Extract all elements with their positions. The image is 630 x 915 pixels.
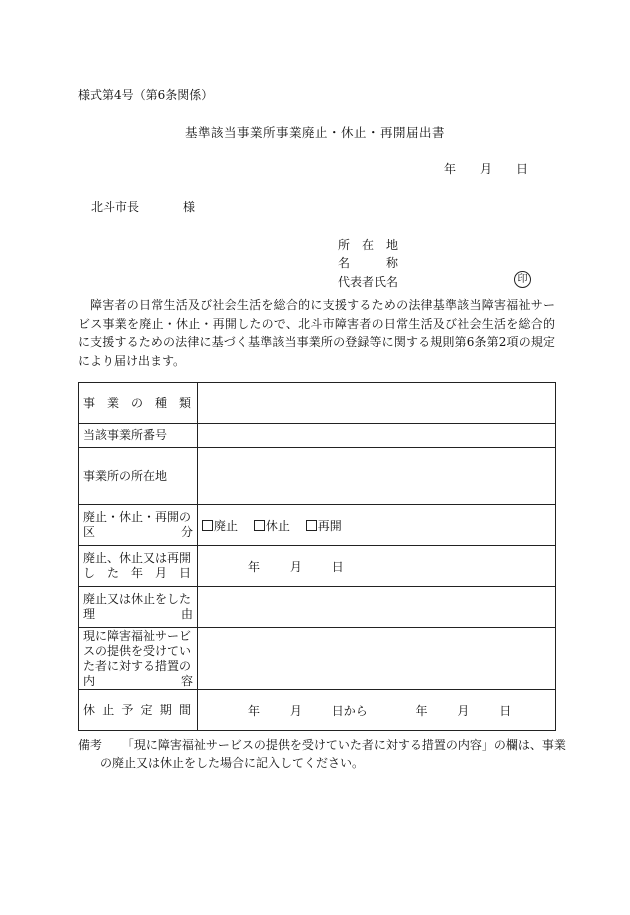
option-resume-label: 再開 xyxy=(317,518,342,533)
reason-input[interactable] xyxy=(198,587,556,628)
row-office-number xyxy=(79,424,556,448)
office-number-label: 当該事業所番号 xyxy=(79,424,198,448)
date-input-month: 月 xyxy=(289,559,302,574)
row-office-address xyxy=(79,448,556,505)
category-label-line1: 廃止・休止・再開の xyxy=(83,510,192,524)
period-year: 年 xyxy=(248,703,261,718)
measures-label-line4b: 容 xyxy=(180,673,193,688)
date-year: 年 xyxy=(444,162,457,176)
date-input[interactable] xyxy=(198,546,556,587)
option-suspend[interactable] xyxy=(254,519,290,533)
reason-label-line2a: 理 xyxy=(83,607,96,621)
measures-label-line3: た者に対する措置の xyxy=(83,658,192,673)
row-date xyxy=(79,546,556,587)
period-month: 月 xyxy=(289,703,302,718)
addressee-honorific: 様 xyxy=(183,200,196,214)
option-abolish[interactable] xyxy=(202,519,238,533)
checkbox-suspend[interactable] xyxy=(254,520,265,531)
addressee-name: 北斗市長 xyxy=(91,200,140,214)
date-input-year: 年 xyxy=(248,559,261,574)
body-text: 障害者の日常生活及び社会生活を総合的に支援するための法律基準該当障害福祉サービス事業を廃止・休止・再開したので、北斗市障害者の日常生活及び社会生活を総合的に支援するための法律に基づく基準該当事業所の登録等に関する規則第6条第2項の規定により届け出ます。 xyxy=(78,298,555,368)
checkbox-resume[interactable] xyxy=(306,520,317,531)
row-suspension-period xyxy=(79,690,556,731)
measures-label-line4a: 内 xyxy=(83,673,96,688)
category-options xyxy=(198,505,556,546)
date-input-day: 日 xyxy=(331,559,344,574)
notes-line1: 「現に障害福祉サービスの提供を受けていた者に対する措置の内容」の欄は、事業 xyxy=(121,738,566,752)
checkbox-abolish[interactable] xyxy=(202,520,213,531)
business-type-label: 事 業 の 種 類 xyxy=(83,395,191,410)
addressee xyxy=(91,198,195,215)
row-reason xyxy=(79,587,556,628)
date-month: 月 xyxy=(480,162,493,176)
period-month2: 月 xyxy=(457,703,470,718)
applicant-name-label: 名 称 xyxy=(338,256,399,270)
measures-label-line1: 現に障害福祉サービ xyxy=(83,628,192,643)
date-label-line1: 廃止、休止又は再開 xyxy=(83,551,192,565)
notes-line2: の廃止又は休止をした場合に記入してください。 xyxy=(100,756,365,770)
reason-label xyxy=(79,587,198,628)
form-number: 様式第4号（第6条関係） xyxy=(78,88,214,102)
option-abolish-label: 廃止 xyxy=(214,518,239,533)
period-day-from: 日から xyxy=(331,703,368,718)
reason-label-line1: 廃止又は休止をした xyxy=(83,592,192,606)
option-resume[interactable] xyxy=(306,519,342,533)
measures-input[interactable] xyxy=(198,628,556,690)
date-label xyxy=(79,546,198,587)
date-day: 日 xyxy=(516,162,529,176)
period-day2: 日 xyxy=(499,703,512,718)
row-category xyxy=(79,505,556,546)
document-title: 基準該当事業所事業廃止・休止・再開届出書 xyxy=(184,125,445,140)
category-label xyxy=(79,505,198,546)
applicant-address-label: 所 在 地 xyxy=(338,238,399,252)
reason-label-line2b: 由 xyxy=(180,607,193,621)
option-suspend-label: 休止 xyxy=(265,518,290,533)
notes-label: 備考 xyxy=(78,738,103,752)
period-year2: 年 xyxy=(415,703,428,718)
office-address-input[interactable] xyxy=(198,448,556,505)
row-measures xyxy=(79,628,556,690)
seal-mark: 印 xyxy=(514,271,531,288)
measures-label xyxy=(79,628,198,690)
office-address-label: 事業所の所在地 xyxy=(79,448,198,505)
measures-label-line2: スの提供を受けてい xyxy=(83,643,192,658)
applicant-representative-label: 代表者氏名 xyxy=(338,275,399,289)
date-label-line2: し た 年 月 日 xyxy=(83,566,191,580)
form-table xyxy=(78,382,556,731)
business-type-input[interactable] xyxy=(198,383,556,424)
category-label-line2b: 分 xyxy=(180,525,193,539)
category-label-line2a: 区 xyxy=(83,525,96,539)
suspension-period-label: 休 止 予 定 期 間 xyxy=(83,702,191,717)
office-number-input[interactable] xyxy=(198,424,556,448)
notes xyxy=(78,736,566,770)
row-business-type xyxy=(79,383,556,424)
suspension-period-input[interactable] xyxy=(198,690,556,731)
